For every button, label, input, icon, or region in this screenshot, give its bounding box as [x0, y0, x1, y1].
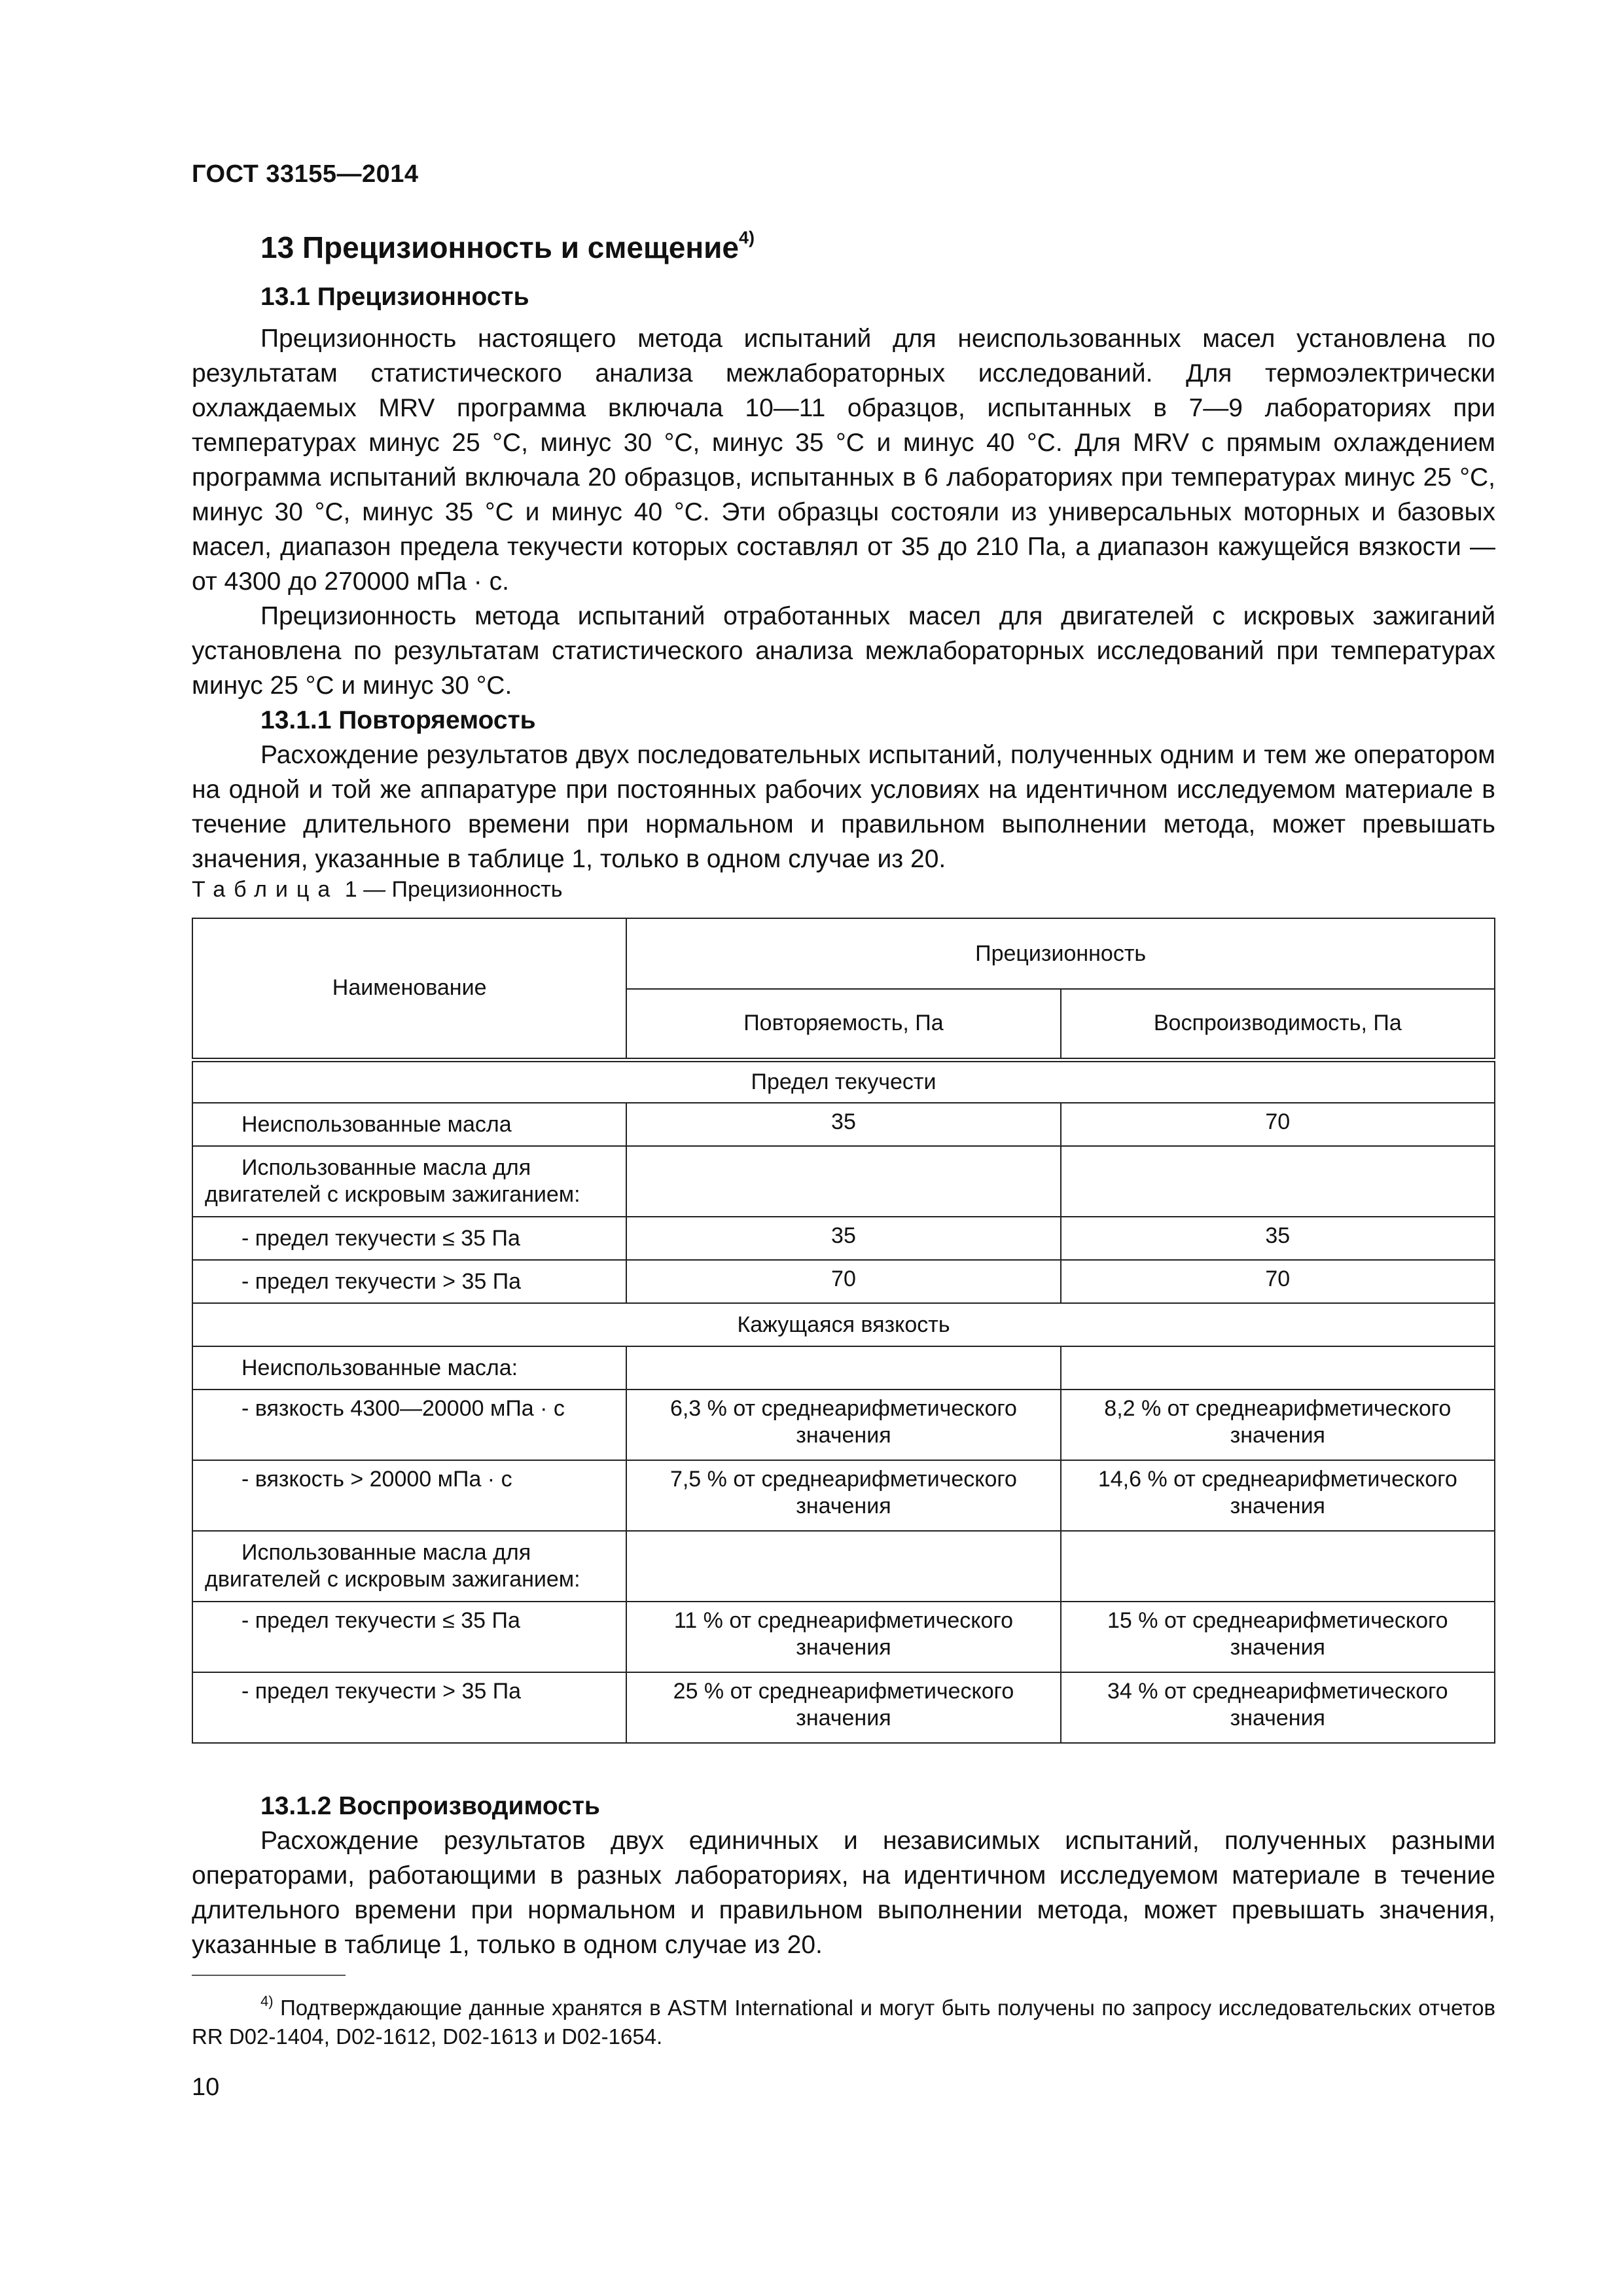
table-caption-text: 1 — Прецизионность	[338, 877, 563, 902]
table-cell: 35	[626, 1217, 1060, 1260]
paragraph: Прецизионность метода испытаний отработанных масел для двигателей с искровых зажиганий установлена по результатам статистического анализа межлабораторных исследований при температурах минус 25 °С и минус 30 °С.	[192, 602, 1495, 700]
precision-table	[192, 918, 1495, 1744]
paragraph: Расхождение результатов двух последовательных испытаний, полученных одним и тем же оператором на одной и той же аппаратуре при постоянных рабочих условиях на идентичном исследуемом материале в течение длительного времени при нормальном и правильном выполнении метода, может превышать значения, указанные в таблице 1, только в одном случае из 20.	[192, 741, 1495, 873]
table-cell	[626, 1146, 1060, 1217]
table-row	[192, 1103, 1495, 1146]
table-cell: Использованные масла для двигателей с искровым зажиганием:	[192, 1146, 626, 1217]
doc-header: ГОСТ 33155—2014	[192, 160, 419, 188]
column-header: Наименование	[192, 918, 626, 1060]
table-caption-label: Таблица	[192, 877, 339, 902]
table-row	[192, 1672, 1495, 1743]
subsection-title: 13.1 Прецизионность	[260, 283, 529, 311]
body-text-bottom	[192, 1789, 1495, 1962]
column-header: Повторяемость, Па	[626, 989, 1060, 1060]
table-cell: - предел текучести > 35 Па	[192, 1260, 626, 1303]
table-cell	[1061, 1531, 1495, 1602]
table-cell	[1061, 1346, 1495, 1390]
table-cell: 34 % от среднеарифметического значения	[1061, 1672, 1495, 1743]
section-title-text: 13 Прецизионность и смещение	[260, 230, 740, 264]
column-header: Воспроизводимость, Па	[1061, 989, 1495, 1060]
table-cell: Использованные масла для двигателей с искровым зажиганием:	[192, 1531, 626, 1602]
table-cell	[626, 1531, 1060, 1602]
footnote	[192, 1987, 1495, 2051]
table-row	[192, 1460, 1495, 1531]
subsection-title: 13.1.1 Повторяемость	[260, 706, 536, 734]
table-cell	[626, 1346, 1060, 1390]
table-row	[192, 1260, 1495, 1303]
table-row	[192, 1146, 1495, 1217]
table-group-header: Предел текучести	[192, 1060, 1495, 1103]
table-row	[192, 1531, 1495, 1602]
section-title	[260, 228, 755, 265]
footnote-text: Подтверждающие данные хранятся в ASTM International и могут быть получены по запросу исследовательских отчетов RR D02-1404, D02-1612, D02-1613 и D02-1654.	[192, 1996, 1495, 2049]
table-cell: 8,2 % от среднеарифметического значения	[1061, 1390, 1495, 1460]
table-row	[192, 1390, 1495, 1460]
table-row	[192, 1602, 1495, 1672]
table-cell: 15 % от среднеарифметического значения	[1061, 1602, 1495, 1672]
table-cell: - предел текучести ≤ 35 Па	[192, 1217, 626, 1260]
table-group-header: Кажущаяся вязкость	[192, 1303, 1495, 1346]
table-cell: 25 % от среднеарифметического значения	[626, 1672, 1060, 1743]
table-row	[192, 1217, 1495, 1260]
paragraph: Расхождение результатов двух единичных и независимых испытаний, полученных разными операторами, работающими в разных лабораториях, на идентичном исследуемом материале в течение длительного времени при нормальном и правильном выполнении метода, может превышать значения, указанные в таблице 1, только в одном случае из 20.	[192, 1827, 1495, 1959]
table-cell: 11 % от среднеарифметического значения	[626, 1602, 1060, 1672]
body-text-top	[192, 321, 1495, 876]
table-cell: 70	[626, 1260, 1060, 1303]
table-cell: Неиспользованные масла:	[192, 1346, 626, 1390]
table-cell: - вязкость > 20000 мПа · с	[192, 1460, 626, 1531]
table-cell: 35	[626, 1103, 1060, 1146]
table-cell: - предел текучести ≤ 35 Па	[192, 1602, 626, 1672]
footnote-divider	[192, 1975, 346, 1976]
table-cell: 7,5 % от среднеарифметического значения	[626, 1460, 1060, 1531]
table-cell	[1061, 1146, 1495, 1217]
table-cell: - предел текучести > 35 Па	[192, 1672, 626, 1743]
page-number: 10	[192, 2073, 220, 2101]
table-cell: 70	[1061, 1260, 1495, 1303]
table-cell: - вязкость 4300—20000 мПа · с	[192, 1390, 626, 1460]
footnote-ref[interactable]: 4)	[739, 228, 755, 247]
table-caption	[192, 877, 563, 903]
footnote-mark: 4)	[260, 1993, 274, 2009]
subsection-title: 13.1.2 Воспроизводимость	[260, 1792, 600, 1820]
table-row	[192, 1346, 1495, 1390]
table-cell: 35	[1061, 1217, 1495, 1260]
column-header: Прецизионность	[626, 918, 1495, 989]
table-cell: 70	[1061, 1103, 1495, 1146]
paragraph: Прецизионность настоящего метода испытаний для неиспользованных масел установлена по результатам статистического анализа межлабораторных исследований. Для термоэлектрически охлаждаемых MRV программа включала 10—11 образцов, испытанных в 7—9 лабораториях при температурах минус 25 °С, минус 30 °С, минус 35 °С и минус 40 °С. Для MRV с прямым охлаждением программа испытаний включала 20 образцов, испытанных в 6 лабораториях при температурах минус 25 °С, минус 30 °С, минус 35 °С и минус 40 °С. Эти образцы состояли из универсальных моторных и базовых масел, диапазон предела текучести которых составлял от 35 до 210 Па, а диапазон кажущейся вязкости — от 4300 до 270000 мПа · с.	[192, 325, 1495, 596]
table-cell: 14,6 % от среднеарифметического значения	[1061, 1460, 1495, 1531]
table-cell: 6,3 % от среднеарифметического значения	[626, 1390, 1060, 1460]
table-cell: Неиспользованные масла	[192, 1103, 626, 1146]
